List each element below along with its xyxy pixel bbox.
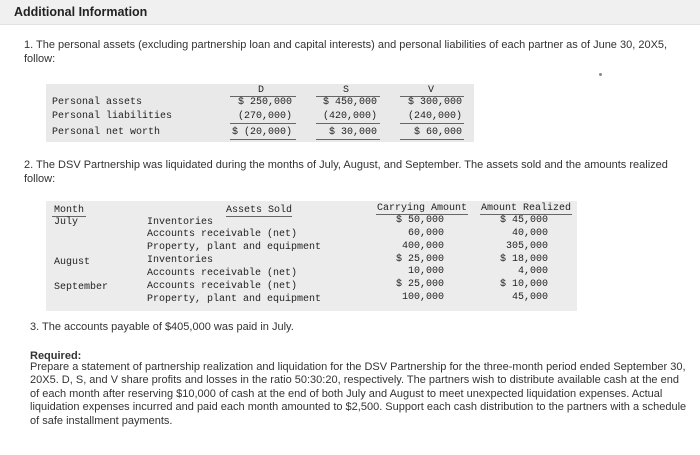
realized-cell: 4,000 [517, 266, 548, 277]
realized-cell: 40,000 [511, 228, 548, 239]
item-3-text: 3. The accounts payable of $405,000 was paid in July. [30, 321, 294, 333]
required-label: Required: [30, 350, 82, 362]
header-amount-realized: Amount Realized [481, 203, 572, 214]
col-header-v: V [427, 85, 434, 96]
asset-cell: Property, plant and equipment [147, 242, 322, 253]
cell: (270,000) [237, 111, 292, 122]
row-label-personal-net-worth: Personal net worth [52, 127, 161, 138]
carrying-cell: $ 25,000 [395, 254, 444, 265]
asset-cell: Accounts receivable (net) [147, 268, 298, 279]
realized-cell: 305,000 [505, 241, 548, 252]
asset-cell: Accounts receivable (net) [147, 229, 298, 240]
carrying-cell: $ 50,000 [395, 215, 444, 226]
cell: $ (20,000) [231, 127, 292, 138]
cell: (240,000) [407, 111, 462, 122]
col-header-s: S [342, 85, 349, 96]
row-label-personal-assets: Personal assets [52, 97, 143, 108]
header-month: Month [54, 205, 85, 216]
item-1-text: 1. The personal assets (excluding partnership loan and capital interests) and personal liabilities of each partner as of June 30, 20X5, follow: [24, 39, 668, 65]
row-label-personal-liabilities: Personal liabilities [52, 111, 173, 122]
total-line [316, 139, 380, 140]
sum-line [400, 123, 464, 124]
carrying-cell: 400,000 [401, 241, 444, 252]
month-cell: July [54, 217, 79, 228]
col-header-d: D [257, 85, 264, 96]
cell: (420,000) [322, 111, 377, 122]
carrying-cell: 100,000 [401, 292, 444, 303]
month-cell: September [54, 282, 109, 293]
header-bar [0, 0, 700, 25]
cell: $ 60,000 [413, 127, 462, 138]
month-cell: August [54, 257, 91, 268]
decorative-dot [599, 73, 602, 76]
cell: $ 300,000 [407, 97, 462, 108]
item-2-text: 2. The DSV Partnership was liquidated during the months of July, August, and September. The assets sold and the amounts realized follow: [24, 159, 668, 185]
asset-cell: Inventories [147, 217, 214, 228]
required-text: Prepare a statement of partnership realization and liquidation for the DSV Partnership for the three-month period ended September 30, 20X5. D, S, and V share profits and losses in the ratio 50:30:20, respectively. The partners wish to distribute available cash at the end of each month after reserving $10,000 of cash at the end of both July and August to meet unexpected liquidation expenses. Actual liquidation expenses incurred and paid each month amounted to $2,500. Support each cash distribution to the partners with a schedule of safe installment payments. [30, 361, 687, 427]
realized-cell: $ 18,000 [499, 254, 548, 265]
total-line [400, 139, 464, 140]
realized-cell: $ 10,000 [499, 279, 548, 290]
total-line [230, 139, 296, 140]
realized-cell: 45,000 [511, 292, 548, 303]
header-assets-sold: Assets Sold [226, 205, 293, 216]
header-underline [226, 216, 292, 217]
cell: $ 250,000 [237, 97, 292, 108]
sum-line [230, 123, 296, 124]
asset-cell: Accounts receivable (net) [147, 281, 298, 292]
cell: $ 450,000 [322, 97, 377, 108]
asset-cell: Inventories [147, 255, 214, 266]
carrying-cell: 10,000 [407, 266, 444, 277]
header-title: Additional Information [14, 5, 148, 19]
header-carrying-amount: Carrying Amount [377, 203, 468, 214]
realized-cell: $ 45,000 [499, 215, 548, 226]
sum-line [316, 123, 380, 124]
asset-cell: Property, plant and equipment [147, 294, 322, 305]
carrying-cell: $ 25,000 [395, 279, 444, 290]
cell: $ 30,000 [328, 127, 377, 138]
carrying-cell: 60,000 [407, 228, 444, 239]
